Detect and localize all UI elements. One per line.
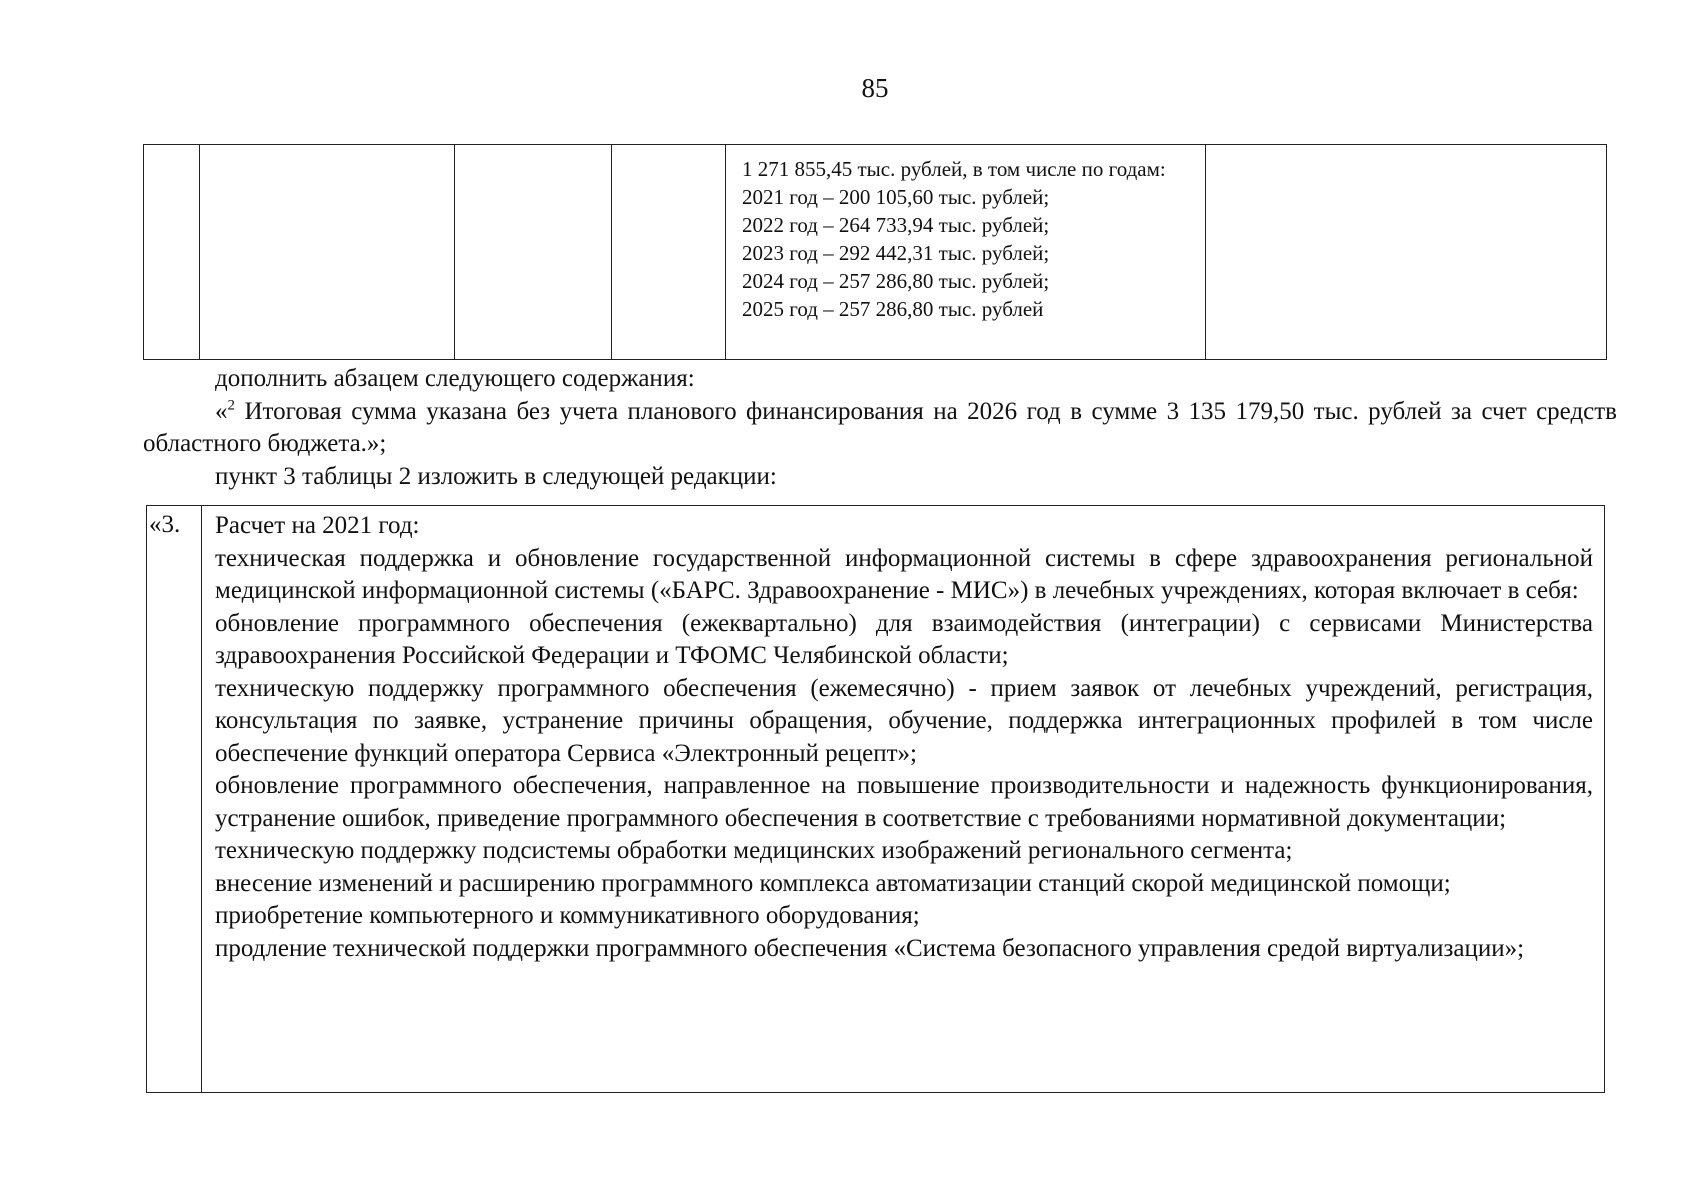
calculation-item: обновление программного обеспечения, направленное на повышение производительности и надежность функционирования, устранение ошибок, приведение программного обеспечения в соответствие с требованиями нормативной документации; xyxy=(215,772,1593,832)
footnote-text: Итоговая сумма указана без учета планового финансирования на 2026 год в сумме 3 135 179,50 тыс. рублей за счет средств областного бюджета.»; xyxy=(143,398,1617,457)
paragraph-footnote xyxy=(143,396,1617,460)
quote-open: « xyxy=(215,398,228,425)
calculation-item: техническую поддержку программного обеспечения (ежемесячно) - прием заявок от лечебных учреждений, регистрация, консультация по заявке, устранение причины обращения, обучение, поддержка интеграционных профилей в том числе обеспечение функций оператора Сервиса «Электронный рецепт»; xyxy=(215,674,1593,767)
calculation-item: внесение изменений и расширению программного комплекса автоматизации станций скорой медицинской помощи; xyxy=(215,869,1451,897)
paragraph-amendment-intro: дополнить абзацем следующего содержания: xyxy=(215,365,695,392)
item-number-column xyxy=(147,506,202,1092)
table-cell-empty xyxy=(1206,145,1607,360)
calculation-item: продление технической поддержки программного обеспечения «Система безопасного управления средой виртуализации»; xyxy=(215,934,1525,962)
funding-year-2021: 2021 год – 200 105,60 тыс. рублей; xyxy=(742,185,1050,209)
funding-year-2023: 2023 год – 292 442,31 тыс. рублей; xyxy=(742,241,1050,265)
calculation-item: приобретение компьютерного и коммуникативного оборудования; xyxy=(215,902,920,929)
funding-total: 1 271 855,45 тыс. рублей, в том числе по годам: xyxy=(742,157,1166,181)
calculation-item: обновление программного обеспечения (ежеквартально) для взаимодействия (интеграции) с сервисами Министерства здравоохранения Российской Федерации и ТФОМС Челябинской области; xyxy=(215,609,1593,669)
calculation-content xyxy=(215,510,1593,965)
table-cell-number xyxy=(144,145,200,360)
funding-year-2022: 2022 год – 264 733,94 тыс. рублей; xyxy=(742,213,1050,237)
calculation-heading: Расчет на 2021 год: xyxy=(215,512,420,539)
table-cell-funding xyxy=(726,145,1206,360)
table-cell-empty xyxy=(200,145,455,360)
calculation-item: техническая поддержка и обновление государственной информационной системы в сфере здравоохранения региональной медицинской информационной системы («БАРС. Здравоохранение - МИС») в лечебных учреждениях, которая включает в себя: xyxy=(215,544,1593,604)
calculation-table xyxy=(146,505,1605,1093)
footnote-marker: 2 xyxy=(227,397,235,414)
calculation-item: техническую поддержку подсистемы обработки медицинских изображений регионального сегмента; xyxy=(215,837,1293,864)
funding-table xyxy=(143,144,1607,360)
table-cell-empty xyxy=(455,145,612,360)
page-number: 85 xyxy=(861,73,889,103)
funding-year-2024: 2024 год – 257 286,80 тыс. рублей; xyxy=(742,269,1050,293)
paragraph-table-instruction: пункт 3 таблицы 2 изложить в следующей редакции: xyxy=(215,463,777,490)
item-number: «3. xyxy=(149,511,181,538)
table-row xyxy=(144,145,1607,360)
table-cell-empty xyxy=(612,145,726,360)
funding-year-2025: 2025 год – 257 286,80 тыс. рублей xyxy=(742,297,1044,321)
funding-text xyxy=(726,145,1205,327)
